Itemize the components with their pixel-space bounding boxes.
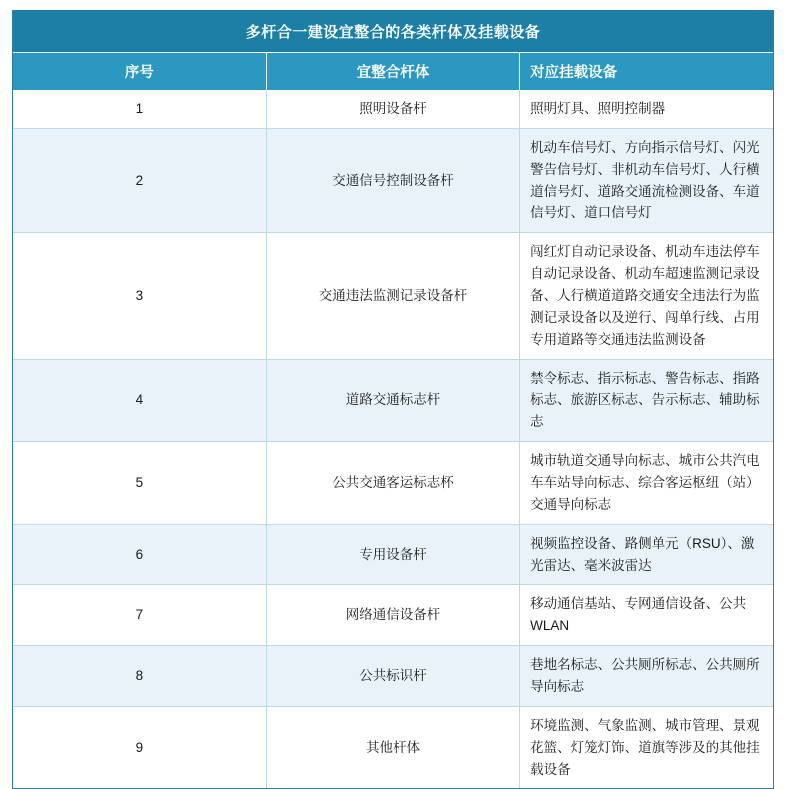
row-index: 2	[13, 128, 266, 232]
row-pole: 公共标识杆	[266, 646, 519, 707]
table-title: 多杆合一建设宜整合的各类杆体及挂载设备	[13, 11, 773, 53]
row-equipment: 移动通信基站、专网通信设备、公共 WLAN	[520, 585, 773, 646]
row-pole: 交通信号控制设备杆	[266, 128, 519, 232]
row-index: 3	[13, 233, 266, 359]
table-row	[13, 646, 773, 707]
pole-integration-table-container	[12, 10, 774, 789]
table-row	[13, 442, 773, 525]
row-pole: 公共交通客运标志杯	[266, 442, 519, 525]
row-pole: 专用设备杆	[266, 524, 519, 585]
row-index: 1	[13, 90, 266, 128]
row-index: 4	[13, 359, 266, 442]
row-equipment: 机动车信号灯、方向指示信号灯、闪光警告信号灯、非机动车信号灯、人行横道信号灯、道路交通流检测设备、车道信号灯、道口信号灯	[520, 128, 773, 232]
table-row	[13, 128, 773, 232]
row-index: 7	[13, 585, 266, 646]
row-equipment: 巷地名标志、公共厕所标志、公共厕所导向标志	[520, 646, 773, 707]
table-row	[13, 233, 773, 359]
row-equipment: 照明灯具、照明控制器	[520, 90, 773, 128]
row-equipment: 城市轨道交通导向标志、城市公共汽电车车站导向标志、综合客运枢纽（站）交通导向标志	[520, 442, 773, 525]
table-header-row	[13, 53, 773, 91]
column-header-pole: 宜整合杆体	[266, 53, 519, 91]
column-header-equipment: 对应挂载设备	[520, 53, 773, 91]
column-header-index: 序号	[13, 53, 266, 91]
pole-integration-table	[13, 11, 773, 788]
table-row	[13, 359, 773, 442]
row-index: 9	[13, 706, 266, 788]
row-pole: 道路交通标志杆	[266, 359, 519, 442]
row-pole: 网络通信设备杆	[266, 585, 519, 646]
row-index: 6	[13, 524, 266, 585]
table-row	[13, 706, 773, 788]
table-body	[13, 90, 773, 788]
table-row	[13, 585, 773, 646]
table-head	[13, 11, 773, 90]
row-equipment: 禁令标志、指示标志、警告标志、指路标志、旅游区标志、告示标志、辅助标志	[520, 359, 773, 442]
row-pole: 其他杆体	[266, 706, 519, 788]
row-equipment: 闯红灯自动记录设备、机动车违法停车自动记录设备、机动车超速监测记录设备、人行横道道路交通安全违法行为监测记录设备以及逆行、闯单行线、占用专用道路等交通违法监测设备	[520, 233, 773, 359]
table-title-row	[13, 11, 773, 53]
table-row	[13, 90, 773, 128]
row-equipment: 视频监控设备、路侧单元（RSU）、激光雷达、毫米波雷达	[520, 524, 773, 585]
row-index: 8	[13, 646, 266, 707]
row-pole: 交通违法监测记录设备杆	[266, 233, 519, 359]
row-index: 5	[13, 442, 266, 525]
table-row	[13, 524, 773, 585]
row-pole: 照明设备杆	[266, 90, 519, 128]
row-equipment: 环境监测、气象监测、城市管理、景观花篮、灯笼灯饰、道旗等涉及的其他挂载设备	[520, 706, 773, 788]
